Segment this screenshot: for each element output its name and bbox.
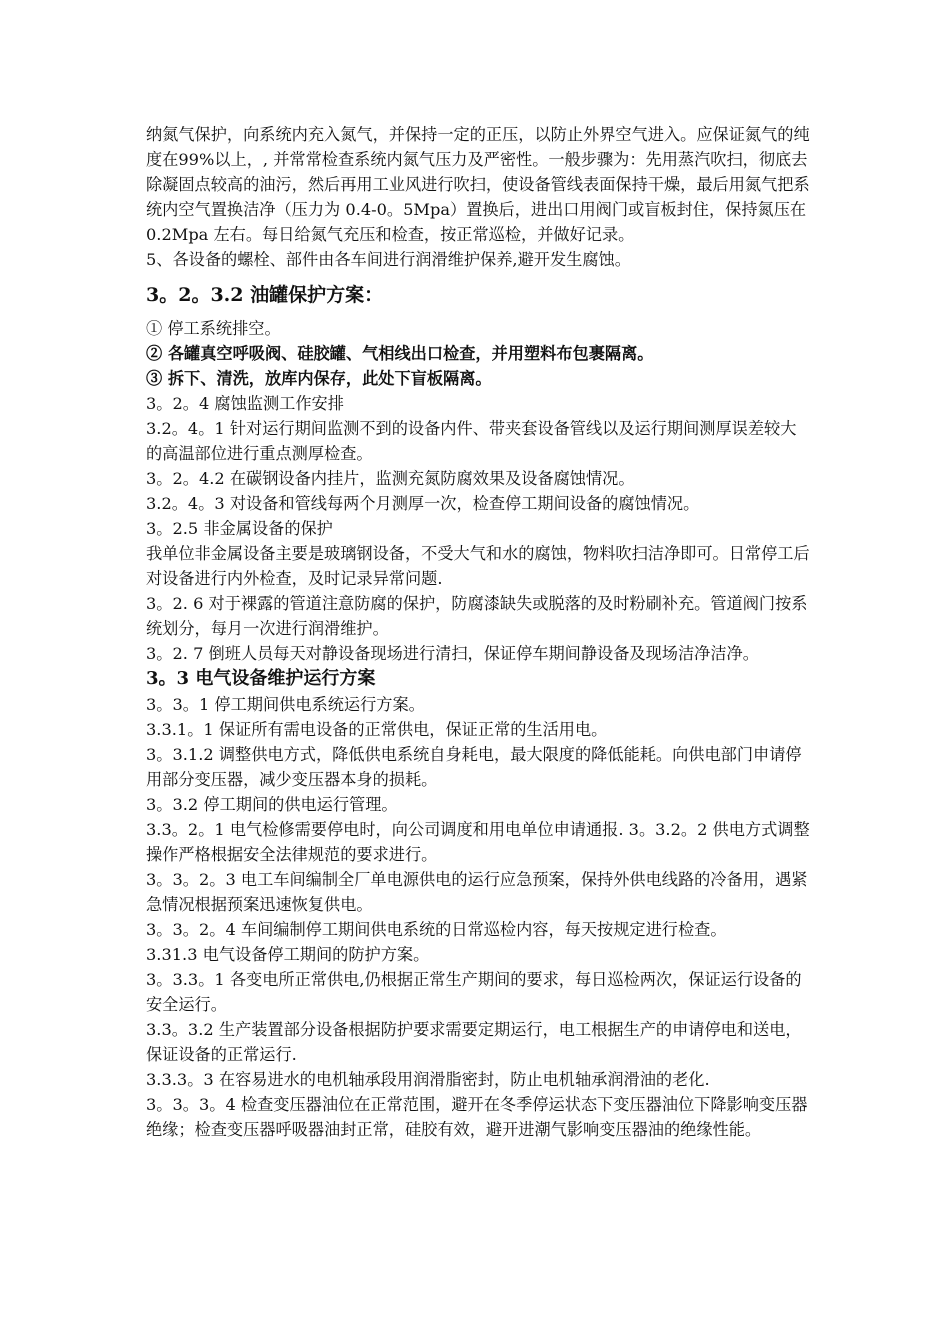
paragraph-3-2-4-1: 3.2。4。1 针对运行期间监测不到的设备内件、带夹套设备管线以及运行期间测厚误差较大的高温部位进行重点测厚检查。 [146,419,797,463]
list-item-1: ① 停工系统排空。 [146,319,281,338]
paragraph-nonmetal: 我单位非金属设备主要是玻璃钢设备，不受大气和水的腐蚀，物料吹扫洁净即可。日常停工后对设备进行内外检查，及时记录异常问题. [146,544,810,588]
heading-tank-protection: 3。2。3.2 油罐保护方案： [146,284,384,306]
list-item-3: ③ 拆下、清洗，放库内保存，此处下盲板隔离。 [146,369,492,388]
document-page [146,122,810,1142]
paragraph-3-2-7: 3。2. 7 倒班人员每天对静设备现场进行清扫，保证停车期间静设备及现场洁净洁净。 [146,644,759,663]
paragraph-item-5: 5、各设备的螺栓、部件由各车间进行润滑维护保养,避开发生腐蚀。 [146,250,631,269]
section-corrosion-monitoring: 3。2。4 腐蚀监测工作安排 [146,394,344,413]
paragraph-3-3-3-4: 3。3。3。4 检查变压器油位在正常范围，避开在冬季停运状态下变压器油位下降影响变压器绝缘；检查变压器呼吸器油封正常，硅胶有效，避开进潮气影响变压器油的绝缘性能。 [146,1095,808,1139]
paragraph-3-3-2: 3。3.2 停工期间的供电运行管理。 [146,795,398,814]
paragraph-3-2-4-3: 3.2。4。3 对设备和管线每两个月测厚一次，检查停工期间设备的腐蚀情况。 [146,494,700,513]
paragraph-nitrogen-protection: 纳氮气保护，向系统内充入氮气，并保持一定的正压，以防止外界空气进入。应保证氮气的纯度在99%以上，, 并常常检查系统内氮气压力及严密性。一般步骤为：先用蒸汽吹扫，彻底去除凝固点较高的油污，然后再用工业风进行吹扫，使设备管线表面保持干燥，最后用氮气把系统内空气置换洁净（压力为 0.4-0。5Mpa）置换后，进出口用阀门或盲板封住，保持氮压在 0.2Mpa 左右。每日给氮气充压和检查，按正常巡检，并做好记录。 [146,125,810,244]
paragraph-3-2-4-2: 3。2。4.2 在碳钢设备内挂片，监测充氮防腐效果及设备腐蚀情况。 [146,469,635,488]
paragraph-3-3-1-2: 3。3.1.2 调整供电方式，降低供电系统自身耗电，最大限度的降低能耗。向供电部门申请停用部分变压器，减少变压器本身的损耗。 [146,745,802,789]
paragraph-3-3-3-1: 3。3.3。1 各变电所正常供电,仍根据正常生产期间的要求，每日巡检两次，保证运行设备的安全运行。 [146,970,802,1014]
paragraph-3-3-1-1: 3.3.1。1 保证所有需电设备的正常供电，保证正常的生活用电。 [146,720,608,739]
section-nonmetal-protection: 3。2.5 非金属设备的保护 [146,519,333,538]
paragraph-3-3-3: 3.31.3 电气设备停工期间的防护方案。 [146,945,430,964]
paragraph-3-3-3-3: 3.3.3。3 在容易进水的电机轴承段用润滑脂密封，防止电机轴承润滑油的老化. [146,1070,710,1089]
paragraph-3-3-2-4: 3。3。2。4 车间编制停工期间供电系统的日常巡检内容，每天按规定进行检查。 [146,920,727,939]
heading-electrical-maintenance: 3。3 电气设备维护运行方案 [146,668,376,689]
paragraph-3-3-1: 3。3。1 停工期间供电系统运行方案。 [146,695,425,714]
paragraph-3-2-6: 3。2. 6 对于裸露的管道注意防腐的保护，防腐漆缺失或脱落的及时粉刷补充。管道阀门按系统划分，每月一次进行润滑维护。 [146,594,808,638]
paragraph-3-3-2-1: 3.3。2。1 电气检修需要停电时，向公司调度和用电单位申请通报. 3。3.2。2 供电方式调整操作严格根据安全法律规范的要求进行。 [146,820,810,864]
paragraph-3-3-3-2: 3.3。3.2 生产装置部分设备根据防护要求需要定期运行，电工根据生产的申请停电和送电，保证设备的正常运行. [146,1020,802,1064]
paragraph-3-3-2-3: 3。3。2。3 电工车间编制全厂单电源供电的运行应急预案，保持外供电线路的冷备用，遇紧急情况根据预案迅速恢复供电。 [146,870,808,914]
list-item-2: ② 各罐真空呼吸阀、硅胶罐、气相线出口检查，并用塑料布包裹隔离。 [146,344,654,363]
